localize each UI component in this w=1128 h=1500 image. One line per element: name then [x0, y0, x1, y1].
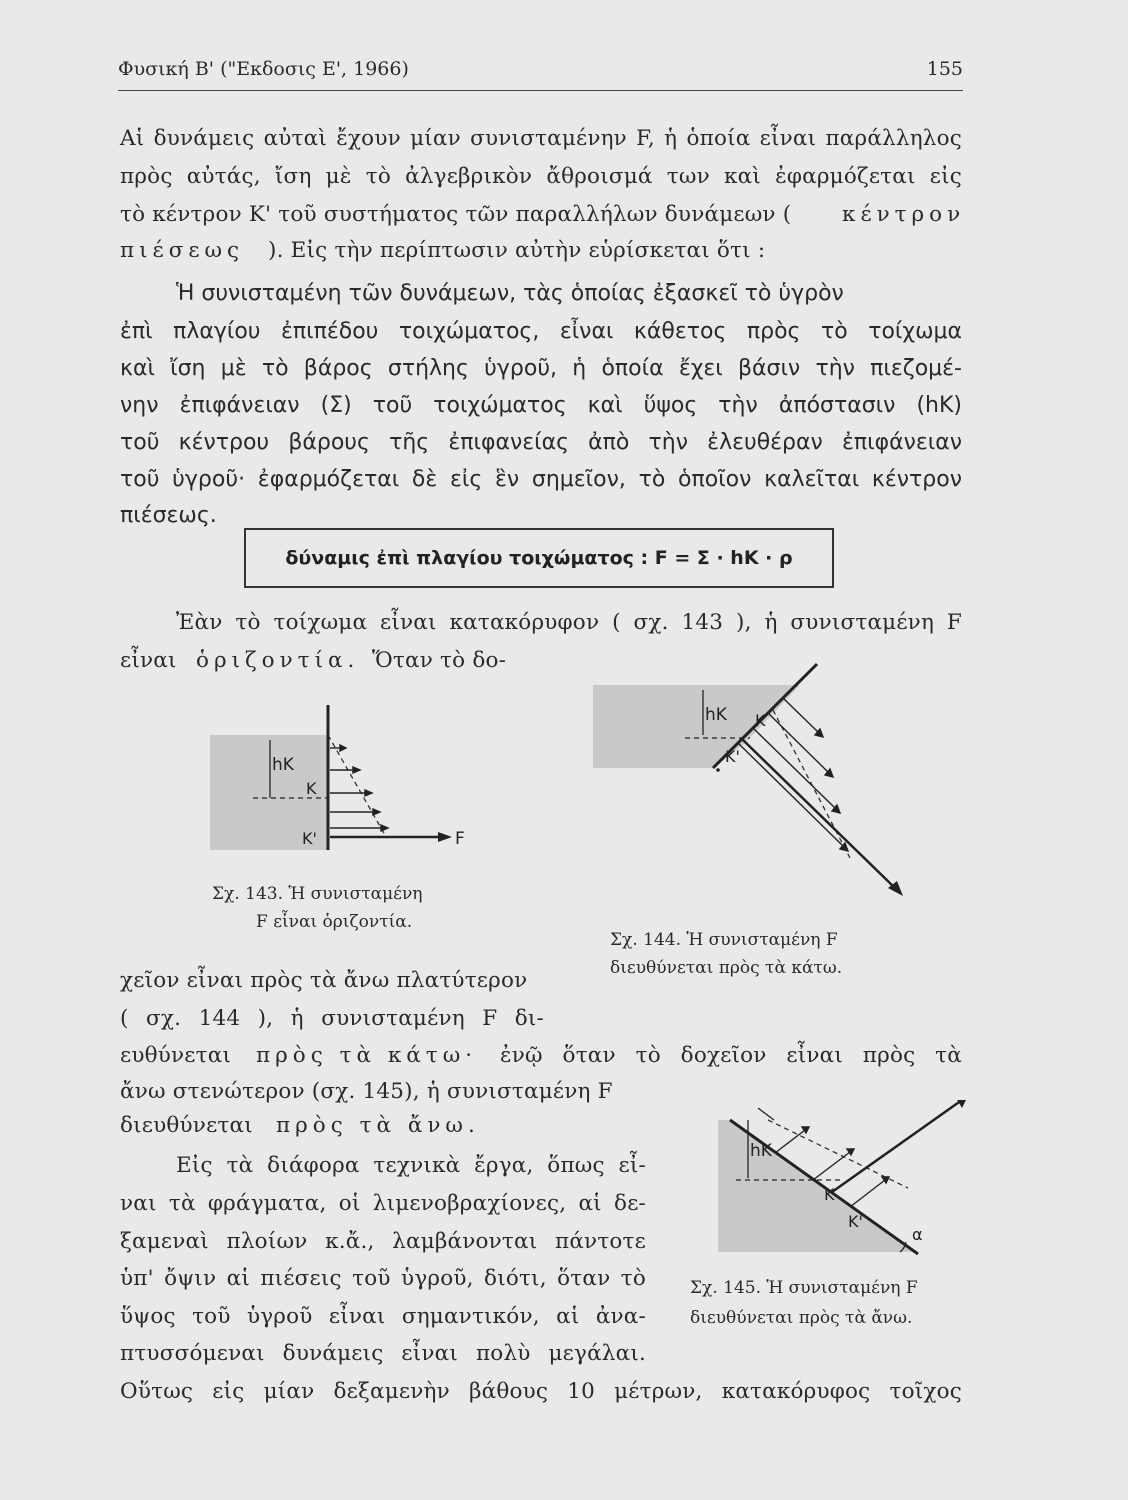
spaced-term: κέντρον [842, 202, 966, 227]
resultant-force-line [743, 740, 897, 890]
text-line: τὸ κέντρον Κ' τοῦ συστήματος τῶν παραλλήλων δυνάμεων ( [120, 202, 792, 227]
caption-143-line2: F εἶναι ὁριζοντία. [256, 912, 413, 932]
text-line: τοῦ ὑγροῦ· ἐφαρμόζεται δὲ εἰς ἓν σημεῖον, τὸ ὁποῖον καλεῖται κέντρον [120, 467, 962, 492]
spaced-term: ὁριζοντία. [196, 648, 360, 673]
text-line: ὑπ' ὄψιν αἱ πιέσεις τοῦ ὑγροῦ, διότι, ὅταν τὸ [120, 1266, 646, 1291]
figure-145 [700, 1100, 980, 1280]
text-line: Αἱ δυνάμεις αὐταὶ ἔχουν μίαν συνισταμένην F, ἡ ὁποία εἶναι παράλληλος [120, 126, 962, 151]
book-title: Φυσική Β' ("Εκδοσις Ε', 1966) [118, 58, 409, 80]
text-line: εἶναι [120, 648, 177, 673]
text-line: ὕψος τοῦ ὑγροῦ εἶναι σημαντικόν, αἱ ἀνα- [120, 1304, 646, 1329]
text-line: ). Εἰς τὴν περίπτωσιν αὐτὴν εὑρίσκεται ὅτι : [268, 238, 766, 263]
label-k-prime: K' [302, 829, 317, 848]
spaced-term: πρὸς τὰ κάτω· [256, 1043, 478, 1068]
spaced-term: πιέσεως [120, 238, 245, 263]
label-hk: hK [705, 705, 727, 725]
pressure-envelope [328, 735, 385, 835]
text-line: πιέσεως. [120, 503, 217, 528]
text-line: πτυσσόμεναι δυνάμεις εἶναι πολὺ μεγάλαι. [120, 1341, 646, 1366]
liquid-region [593, 685, 800, 768]
text-line: πρὸς αὐτάς, ἴση μὲ τὸ ἀλγεβρικὸν ἄθροισμά των καὶ ἐφαρμόζεται εἰς [120, 164, 962, 189]
header-rule [118, 90, 963, 91]
label-hk: hK [272, 755, 294, 775]
caption-144-line1: Σχ. 144. Ἡ συνισταμένη F [610, 930, 838, 950]
text-line: τοῦ κέντρου βάρους τῆς ἐπιφανείας ἀπὸ τὴν ἐλευθέραν ἐπιφάνειαν [120, 430, 962, 455]
label-k-prime: K' [725, 747, 740, 766]
pressure-arrows [330, 745, 388, 831]
text-line: ἐπὶ πλαγίου ἐπιπέδου τοιχώματος, εἶναι κάθετος πρὸς τὸ τοίχωμα [120, 319, 962, 344]
centroid-dot [716, 768, 720, 772]
text-line: ευθύνεται [120, 1043, 232, 1068]
text-line: ἐνῷ ὅταν τὸ δοχεῖον εἶναι πρὸς τὰ [500, 1043, 962, 1068]
text-line: Εἰς τὰ διάφορα τεχνικὰ ἔργα, ὅπως εἶ- [176, 1153, 646, 1178]
text-line: Ὅταν τὸ δο- [372, 648, 507, 673]
text-line: ἄνω στενώτερον (σχ. 145), ἡ συνισταμένη F [120, 1079, 613, 1104]
text-line: ( σχ. 144 ), ἡ συνισταμένη F δι- [120, 1006, 544, 1031]
text-line: Ἐὰν τὸ τοίχωμα εἶναι κατακόρυφον ( σχ. 143 ), ἡ συνισταμένη F [176, 610, 962, 635]
resultant-arrowhead [438, 832, 452, 842]
text-line: καὶ ἴση μὲ τὸ βάρος στήλης ὑγροῦ, ἡ ὁποία ἔχει βάσιν τὴν πιεζομέ- [120, 356, 962, 381]
caption-143-line1: Σχ. 143. Ἡ συνισταμένη [212, 884, 423, 904]
text-line: διευθύνεται [120, 1113, 253, 1138]
figure-144 [585, 650, 920, 910]
label-alpha: α [912, 1225, 923, 1244]
wall-top-edge [758, 1108, 774, 1120]
page-number: 155 [926, 58, 963, 80]
formula-text: δύναμις ἐπὶ πλαγίου τοιχώματος : F = Σ · hK · ρ [285, 547, 793, 569]
text-line: ξαμεναὶ πλοίων κ.ἄ., λαμβάνονται πάντοτε [120, 1229, 646, 1254]
label-k: K [755, 711, 766, 730]
formula-box [244, 528, 834, 588]
label-k: K [306, 779, 317, 798]
label-k-prime: K' [848, 1212, 863, 1231]
label-f: F [455, 829, 465, 849]
text-line: νην ἐπιφάνειαν (Σ) τοῦ τοιχώματος καὶ ὕψος τὴν ἀπόστασιν (hK) [120, 393, 962, 418]
text-line: Οὕτως εἰς μίαν δεξαμενὴν βάθους 10 μέτρων, κατακόρυφος τοῖχος [120, 1379, 962, 1404]
resultant-force-line [832, 1100, 962, 1192]
running-header [118, 58, 963, 80]
label-hk: hK [750, 1141, 772, 1161]
figure-143 [195, 690, 485, 870]
caption-145-line1: Σχ. 145. Ἡ συνισταμένη F [690, 1278, 918, 1298]
caption-144-line2: διευθύνεται πρὸς τὰ κάτω. [610, 958, 843, 978]
label-k: K [824, 1185, 835, 1204]
text-line: ναι τὰ φράγματα, οἱ λιμενοβραχίονες, αἱ δε- [120, 1191, 646, 1216]
text-line: χεῖον εἶναι πρὸς τὰ ἄνω πλατύτερον [120, 968, 528, 993]
text-line: Ἡ συνισταμένη τῶν δυνάμεων, τὰς ὁποίας ἐξασκεῖ τὸ ὑγρὸν [176, 281, 844, 306]
spaced-term: πρὸς τὰ ἄνω. [276, 1113, 480, 1138]
caption-145-line2: διευθύνεται πρὸς τὰ ἄνω. [690, 1308, 913, 1328]
pressure-envelope [773, 710, 850, 858]
